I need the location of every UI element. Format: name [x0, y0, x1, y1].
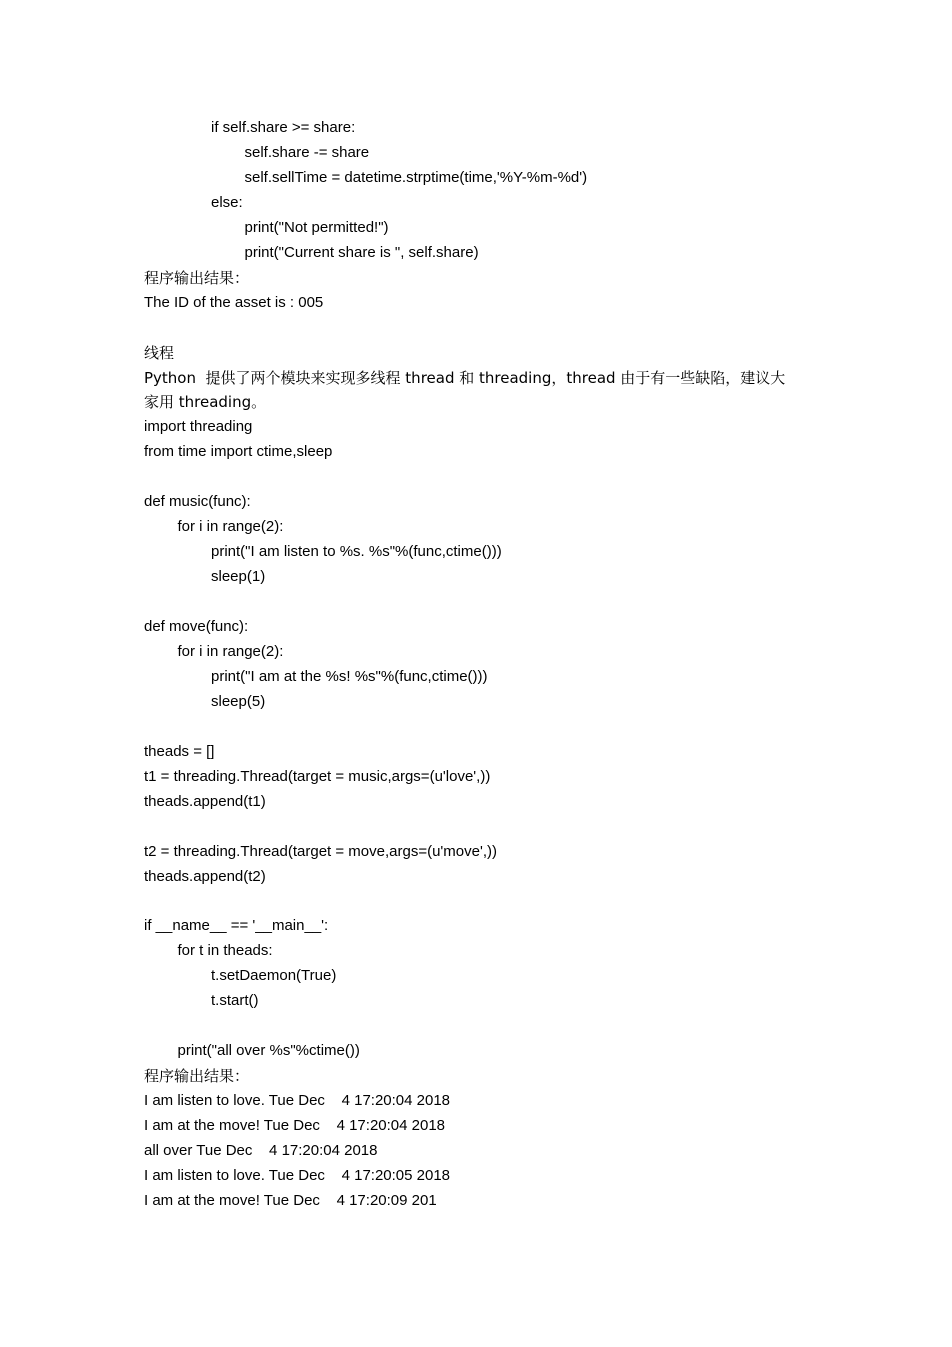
text-line: t2 = threading.Thread(target = move,args=(u'move',))	[144, 842, 497, 860]
text-line: I am listen to love. Tue Dec 4 17:20:04 2018	[144, 1092, 451, 1110]
text-line: for i in range(2):	[177, 642, 284, 660]
text-line: print("I am at the %s! %s"%(func,ctime()))	[211, 667, 488, 685]
text-line: print("all over %s"%ctime())	[177, 1042, 360, 1060]
text-line: all over Tue Dec 4 17:20:04 2018	[144, 1141, 378, 1159]
text-line: self.share -= share	[244, 143, 370, 161]
text-line: theads.append(t1)	[144, 792, 266, 810]
text-line: Python 提供了两个模块来实现多线程 thread 和 threading，thread 由于有一些缺陷，建议大	[144, 368, 786, 387]
text-line: sleep(5)	[211, 692, 266, 710]
text-line: t.setDaemon(True)	[211, 967, 337, 985]
text-line: import threading	[144, 418, 253, 436]
text-line: if self.share >= share:	[211, 119, 356, 136]
text-line: print("Not permitted!")	[244, 218, 389, 236]
text-line: def move(func):	[144, 618, 249, 635]
text-line: print("I am listen to %s. %s"%(func,ctime()))	[211, 543, 502, 561]
text-line: 程序输出结果：	[144, 268, 250, 287]
text-line: The ID of the asset is : 005	[144, 293, 324, 311]
text-line: 线程	[144, 343, 175, 362]
text-line: I am listen to love. Tue Dec 4 17:20:05 2018	[144, 1166, 451, 1184]
text-line: self.sellTime = datetime.strptime(time,'%Y-%m-%d')	[244, 168, 588, 186]
text-line: from time import ctime,sleep	[144, 443, 333, 461]
text-line: 程序输出结果：	[144, 1067, 250, 1086]
text-line: for i in range(2):	[177, 518, 284, 536]
text-line: for t in theads:	[177, 942, 273, 960]
text-line: I am at the move! Tue Dec 4 17:20:04 2018	[144, 1117, 446, 1134]
text-line: theads = []	[144, 742, 215, 760]
text-line: print("Current share is ", self.share)	[244, 243, 479, 261]
text-line: theads.append(t2)	[144, 867, 266, 885]
text-line: def music(func):	[144, 493, 251, 511]
text-line: else:	[211, 193, 243, 211]
text-line: t.start()	[211, 992, 259, 1010]
text-line: I am at the move! Tue Dec 4 17:20:09 201	[144, 1191, 437, 1209]
text-line: sleep(1)	[211, 568, 266, 586]
text-line: t1 = threading.Thread(target = music,args=(u'love',))	[144, 767, 491, 785]
text-line: 家用 threading。	[144, 393, 267, 412]
text-line: if __name__ == '__main__':	[144, 917, 329, 935]
